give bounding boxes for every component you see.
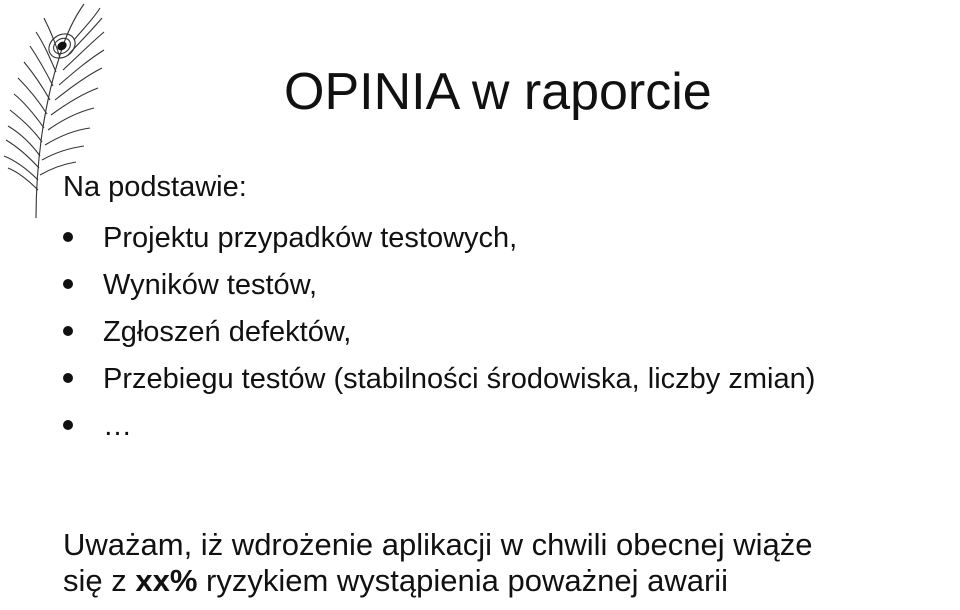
conclusion-prefix: się z <box>63 563 136 598</box>
bullet-icon <box>63 373 73 383</box>
bullet-icon <box>63 420 73 430</box>
conclusion-text <box>63 527 812 599</box>
list-item-text: Projektu przypadków testowych, <box>103 222 518 254</box>
list-item-text: Przebiegu testów (stabilności środowiska, liczby zmian) <box>103 363 816 395</box>
bullet-icon <box>63 326 73 336</box>
conclusion-line-1: Uważam, iż wdrożenie aplikacji w chwili obecnej wiąże <box>63 527 813 562</box>
intro-label: Na podstawie: <box>63 171 247 203</box>
list-item-text: Wyników testów, <box>103 269 318 301</box>
conclusion-suffix: ryzykiem wystąpienia poważnej awarii <box>197 563 729 598</box>
conclusion-line-2 <box>63 563 812 599</box>
list-item-text: … <box>103 410 132 442</box>
bullet-icon <box>63 232 73 242</box>
risk-percentage: xx% <box>135 563 198 598</box>
list-item-text: Zgłoszeń defektów, <box>103 316 352 348</box>
page-title: OPINIA w raporcie <box>284 63 712 121</box>
bullet-icon <box>63 279 73 289</box>
